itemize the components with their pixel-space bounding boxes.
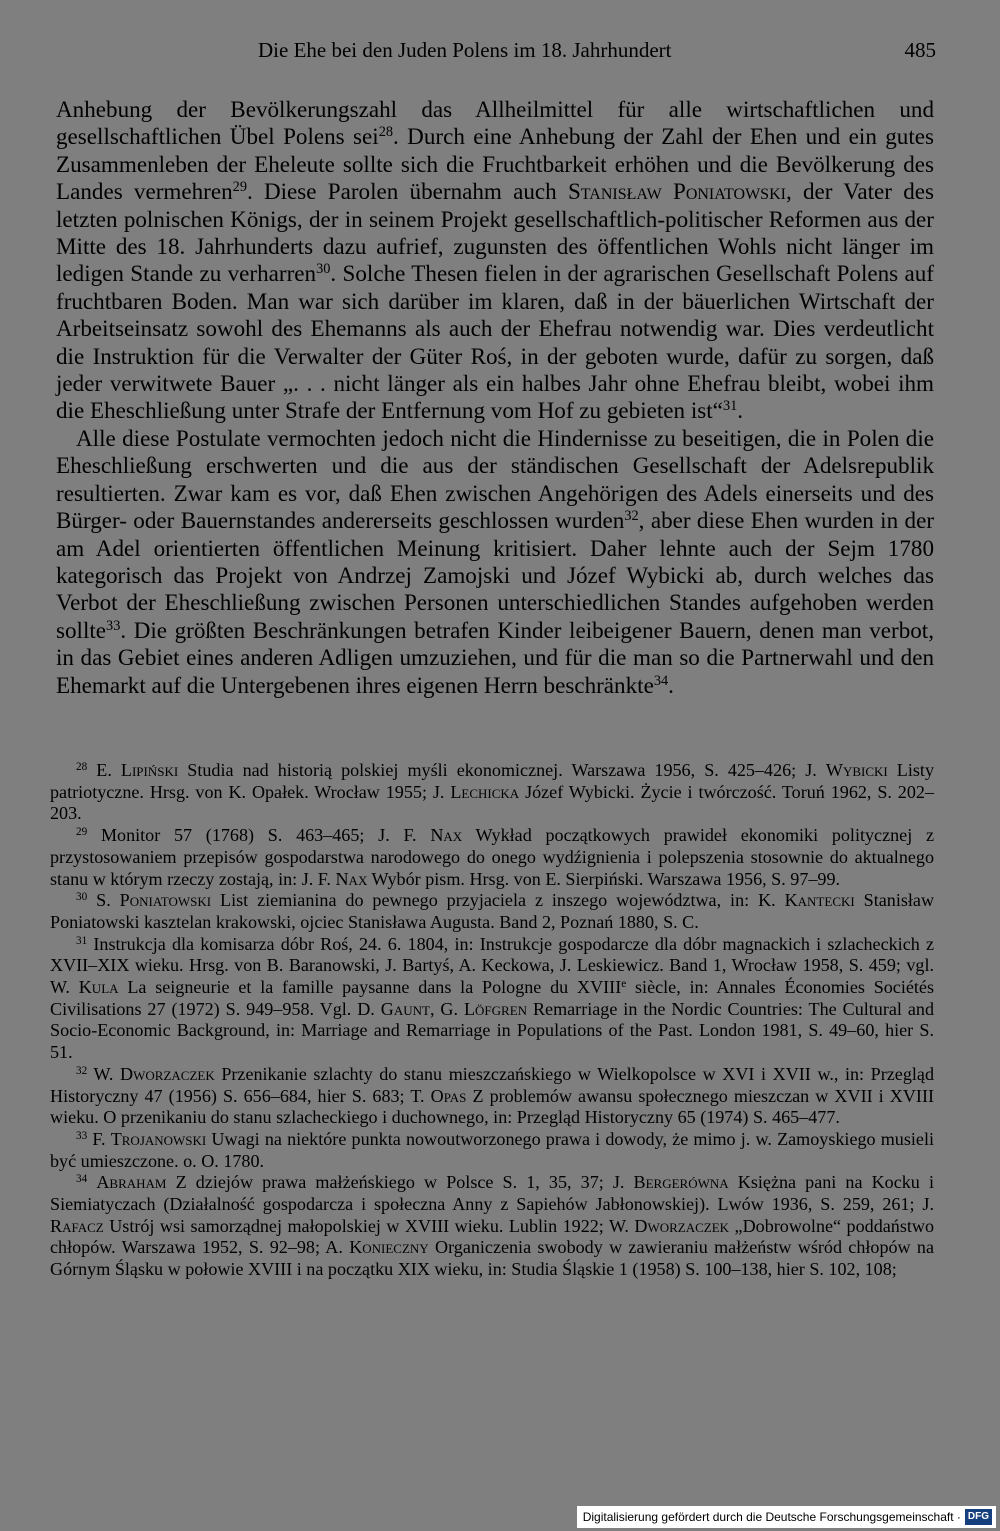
text-run: „Dobrowolne“ poddaństwo chłopów. Warszawa 1952, S. 92–98; A. [50, 1215, 935, 1258]
footnote [50, 890, 934, 933]
text-run: S. [87, 890, 120, 911]
author-name: Poniatowski [119, 890, 212, 911]
footnote-ref: 31 [76, 934, 88, 947]
footnote-ref: 33 [106, 617, 121, 634]
text-run: E. [87, 760, 121, 780]
author-name: Wybicki [825, 760, 888, 780]
page-number: 485 [904, 38, 936, 62]
running-header [56, 38, 936, 68]
text-run: Anhebung der Bevölkerungszahl das Allheilmittel für alle wirtschaftlichen und gesellschaftlichen Übel Polens sei [56, 96, 934, 150]
text-run: . [737, 397, 744, 424]
author-name: Rafacz [50, 1215, 104, 1236]
text-run: , aber diese Ehen wurden in der am Adel orientierten öffentlichen Meinung kritisiert. Daher lehnte auch der Sejm 1780 kategorisch das Projekt von Andrzej Zamojski und Józef Wybicki ab, durch welches das Verbot der Eheschließung zwischen Personen unterschiedlichen Standes aufgehoben werden sollte [56, 507, 935, 643]
text-run: F. [87, 1128, 111, 1149]
text-run: , der Vater des letzten polnischen Königs, der in seinem Projekt gesellschaftlich-politischer Reformen aus der Mitte des 18. Jahrhunderts dazu aufrief, zugunsten des öffentlichen Wohls nicht länger im ledigen Stande zu verharren [56, 178, 934, 287]
author-name: Dworzaczek [634, 1215, 730, 1236]
footnote-ref: 30 [76, 891, 88, 904]
footnote-ref: 29 [232, 179, 247, 196]
author-name: Konieczny [349, 1237, 429, 1258]
paragraph [56, 96, 934, 425]
text-run: Organiczenia swobody w zawieraniu małżeństw wśród chłopów na Górnym Śląsku w połowie XVIII i na początku XIX wieku, in: Studia Śląskie 1 (1958) S. 100–138, hier S. 102, 108; [50, 1237, 934, 1280]
footnote-ref: 28 [76, 760, 88, 773]
footnote-ref: 31 [722, 398, 738, 415]
footnote [50, 934, 934, 1064]
text-run: . [668, 671, 674, 698]
text-run: , G. [429, 998, 464, 1019]
text-run: Remarriage in the Nordic Countries: The Cultural and Socio-Economic Background, in: Marriage and Remarriage in Populations of the Past. London 1981, S. 49–60, hier S. 51. [50, 998, 934, 1063]
digitization-credit [577, 1506, 996, 1528]
footnote-ref: 29 [76, 825, 88, 838]
text-run: La seigneurie et la famille paysanne dans la Pologne du XVIII [118, 977, 622, 998]
text-run: . Solche Thesen fielen in der agrarischen Gesellschaft Polens auf fruchtbaren Boden. Man war sich darüber im klaren, daß in der bäuerlichen Wirtschaft der Arbeitseinsatz sowohl des Ehemanns als auch der Ehefrau notwendig war. Dies verdeutlicht die Instruktion für die Verwalter der Güter Roś, in der geboten wurde, dafür zu sorgen, daß jeder verwitwete Bauer „. . . nicht länger als ein halbes Jahr ohne Ehefrau bleibt, wobei ihm die Eheschließung unter Strafe der Entfernung vom Hof zu gebieten ist“ [56, 260, 934, 424]
text-run: Z dziejów prawa małżeńskiego w Polsce S. 1, 35, 37; J. [166, 1172, 634, 1193]
dfg-logo: DFG [965, 1509, 992, 1525]
footnote-ref: 33 [76, 1129, 88, 1142]
text-run: . Durch eine Anhebung der Zahl der Ehen und ein gutes Zusammenleben der Eheleute sollte sich die Fruchtbarkeit erhöhen und die Bevölkerung des Landes vermehren [56, 123, 935, 205]
text-run: Studia nad historią polskiej myśli ekonomicznej. Warszawa 1956, S. 425–426; J. [178, 760, 826, 780]
text-run: . Diese Parolen übernahm auch [246, 178, 568, 205]
text-run: W. [87, 1063, 121, 1084]
footnote [50, 1129, 934, 1172]
author-name: Kula [78, 977, 119, 998]
text-run: Księżna pani na Kocku i Siemiatyczach (Działalność gospodarcza i społeczna Anny z Sapiehów Jabłonowskiej). Lwów 1936, S. 259, 261; J. [50, 1172, 934, 1215]
author-name: Löfgren [463, 998, 528, 1019]
text-run: Ustrój wsi samorządnej małopolskiej w XVIII wieku. Lublin 1922; W. [103, 1215, 635, 1236]
footnote-ref: 32 [76, 1064, 88, 1077]
text-run: Instrukcja dla komisarza dóbr Roś, 24. 6. 1804, in: Instrukcje gospodarcze dla dóbr magnackich i szlacheckich z XVII–XIX wieku. Hrsg. von B. Baranowski, J. Bartyś, A. Keckowa, J. Leskiewicz. Band 1, Wrocław 1958, S. 459; vgl. W. [50, 933, 934, 998]
footnote [50, 760, 934, 825]
text-run: Józef Wybicki. Życie i twórczość. Toruń 1962, S. 202–203. [50, 781, 934, 824]
footnote-ref: 32 [624, 508, 639, 525]
author-name: Opas [430, 1085, 467, 1106]
text-run: siècle, in: Annales Économies Sociétés Civilisations 27 (1972) S. 949–958. Vgl. D. [50, 977, 934, 1019]
text-run: Wybór pism. Hrsg. von E. Sierpiński. Warszawa 1956, S. 97–99. [367, 868, 841, 889]
footnote-ref: 28 [378, 124, 394, 141]
author-name: Trojanowski [110, 1128, 207, 1149]
text-run: List ziemianina do pewnego przyjaciela z inszego województwa, in: K. [211, 890, 785, 911]
footnote-ref: 34 [76, 1173, 88, 1186]
text-run: Listy patriotyczne. Hrsg. von K. Opałek. Wrocław 1955; J. [50, 760, 935, 802]
text-run: Uwagi na niektóre punkta nowoutworzonego prawa i dowody, że mimo j. w. Zamoyskiego musieli być umieszczone. o. O. 1780. [50, 1128, 935, 1171]
author-name: Kantecki [784, 890, 855, 911]
footnote [50, 825, 934, 890]
author-name: Gaunt [380, 998, 430, 1019]
text-run [87, 1172, 96, 1192]
text-run: Przenikanie szlachty do stanu mieszczańskiego w Wielkopolsce w XVI i XVII w., in: Przegląd Historyczny 47 (1956) S. 656–684, hier S. 683; T. [50, 1063, 934, 1106]
footnote-ref: 30 [316, 261, 331, 278]
author-name: Dworzaczek [120, 1063, 215, 1084]
author-name: Bergerówna [633, 1172, 729, 1193]
author-name: Lipiński [120, 760, 179, 780]
author-name: Abraham [96, 1172, 167, 1193]
text-run: . Die größten Beschränkungen betrafen Kinder leibeigener Bauern, denen man verbot, in das Gebiet eines anderen Adligen umzuziehen, und für die man so die Partnerwahl und den Ehemarkt auf die Untergebenen ihres eigenen Herrn beschränkte [56, 616, 934, 698]
footnote [50, 1172, 934, 1281]
footnote-ref: e [621, 977, 627, 990]
author-name: Stanisław Poniatowski [567, 178, 786, 205]
text-run: Alle diese Postulate vermochten jedoch nicht die Hindernisse zu beseitigen, die in Polen die Eheschließung erschwerten und die aus der ständischen Gesellschaft der Adelsrepublik resultierten. Zwar kam es vor, daß Ehen zwischen Angehörigen des Adels einerseits und des Bürger- oder Bauernstandes andererseits geschlossen wurden [56, 424, 934, 534]
paragraph [56, 425, 934, 699]
running-title: Die Ehe bei den Juden Polens im 18. Jahrhundert [258, 38, 672, 62]
main-text [56, 96, 934, 699]
text-run: Wykład początkowych prawideł ekonomiki politycznej z przystosowaniem przepisów gospodarstwa narodowego do onego wydźignienia i polepszenia stosownie do aktualnego stanu w którym rzeczy zostają, in: J. F. [50, 825, 934, 889]
author-name: Lechicka [450, 781, 520, 802]
text-run: Monitor 57 (1768) S. 463–465; J. F. [87, 825, 431, 846]
author-name: Nax [430, 825, 463, 846]
text-run: Stanisław Poniatowski kasztelan krakowski, ojciec Stanisława Augusta. Band 2, Poznań 1880, S. C. [50, 890, 935, 932]
author-name: Nax [335, 868, 368, 889]
text-run: Z problemów awansu społecznego mieszczan w XVII i XVIII wieku. O przenikaniu do stanu szlacheckiego i duchownego, in: Przegląd Historyczny 65 (1974) S. 465–477. [50, 1085, 934, 1128]
credit-text: Digitalisierung gefördert durch die Deutsche Forschungsgemeinschaft · [582, 1510, 961, 1524]
footnote-ref: 34 [653, 672, 669, 689]
footnotes [50, 760, 934, 1281]
footnote [50, 1064, 934, 1129]
